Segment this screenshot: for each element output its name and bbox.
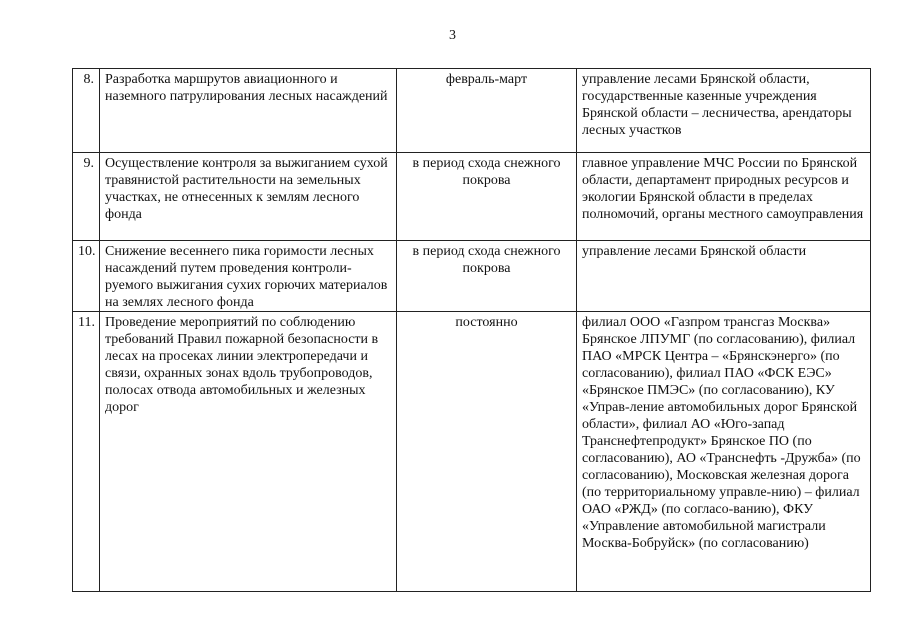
term-cell: в период схода снежного покрова: [397, 153, 577, 241]
measures-table: [72, 68, 871, 592]
page-number: 3: [449, 28, 456, 43]
executors-cell: управление лесами Брянской области: [577, 241, 871, 312]
task-cell: Разработка маршрутов авиационного и наземного патрулирования лесных насаждений: [100, 69, 397, 153]
table-row: [73, 69, 871, 153]
table-row: [73, 153, 871, 241]
row-number: 11.: [73, 312, 100, 592]
executors-cell: управление лесами Брянской области, государственные казенные учреждения Брянской области – лесничества, арендаторы лесных участков: [577, 69, 871, 153]
term-cell: февраль-март: [397, 69, 577, 153]
task-cell: Осуществление контроля за выжиганием сухой травянистой растительности на земельных участках, не отнесенных к землям лесного фонда: [100, 153, 397, 241]
table-row: [73, 241, 871, 312]
term-cell: в период схода снежного покрова: [397, 241, 577, 312]
row-number: 8.: [73, 69, 100, 153]
term-cell: постоянно: [397, 312, 577, 592]
executors-cell: главное управление МЧС России по Брянской области, департамент природных ресурсов и экологии Брянской области в пределах полномочий, органы местного самоуправления: [577, 153, 871, 241]
task-cell: Проведение мероприятий по соблюдению требований Правил пожарной безопасности в лесах на просеках линии электропередачи и связи, охранных зонах вдоль трубопроводов, полосах отвода автомобильных и железных дорог: [100, 312, 397, 592]
executors-cell: филиал ООО «Газпром трансгаз Москва» Брянское ЛПУМГ (по согласованию), филиал ПАО «МРСК Центра – «Брянскэнерго» (по согласованию), филиал ПАО «ФСК ЕЭС» «Брянское ПМЭС» (по согласованию), КУ «Управ-ление автомобильных дорог Брянской области», филиал АО «Юго-запад Транснефтепродукт» Брянское ПО (по согласованию), АО «Транснефть -Дружба» (по согласованию), Московская железная дорога (по территориальному управле-нию) – филиал ОАО «РЖД» (по согласо-ванию), ФКУ «Управление автомобильной магистрали Москва-Бобруйск» (по согласованию): [577, 312, 871, 592]
task-cell: Снижение весеннего пика горимости лесных насаждений путем проведения контроли-руемого выжигания сухих горючих материалов на землях лесного фонда: [100, 241, 397, 312]
row-number: 9.: [73, 153, 100, 241]
row-number: 10.: [73, 241, 100, 312]
table-row: [73, 312, 871, 592]
